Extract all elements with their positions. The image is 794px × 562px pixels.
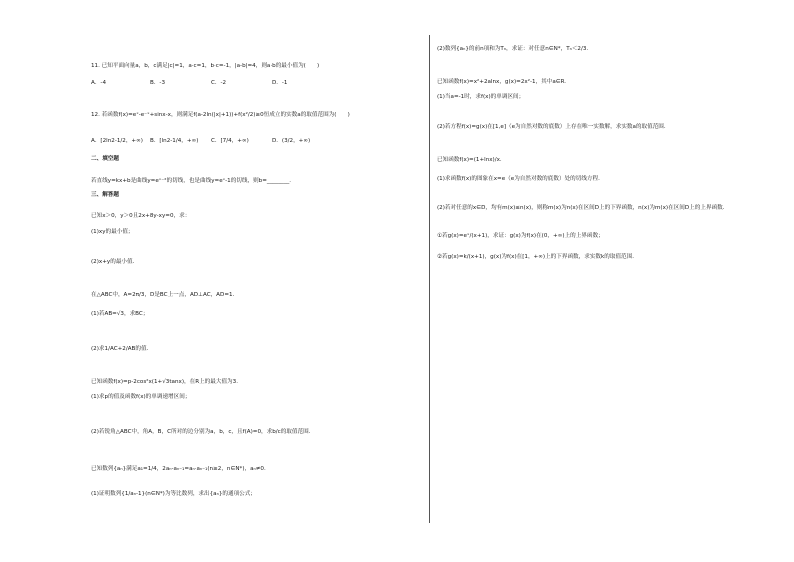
problem-4-part-1: (1)证明数列{1/aₙ-1}(n∈N*)为等比数列，求出{aₙ}的通项公式； xyxy=(91,491,256,497)
problem-1-stem: 已知x＞0，y＞0且2x+8y-xy=0，求： xyxy=(91,213,191,219)
question-11-option-d: D．-1 xyxy=(272,80,288,86)
problem-2-part-2: (2)求1/AC+2/AB的值． xyxy=(91,346,153,352)
question-11-option-b: B．-3 xyxy=(150,80,166,86)
fill-in-question-1: 若直线y=kx+b是曲线y=eˣ⁻²的切线，也是曲线y=eˣ-1的切线，则b=________. xyxy=(91,178,292,184)
problem-5-part-1: (1)当a=-1时，求f(x)的单调区间； xyxy=(437,94,525,100)
section-solve-heading: 三、解答题 xyxy=(91,192,119,198)
problem-6-stem: 已知函数f(x)=(1+lnx)/x. xyxy=(437,157,502,163)
question-12-option-c: C．[7/4，+∞) xyxy=(211,138,249,144)
question-11-stem: 11. 已知平面向量a，b，c满足|c|=1，a·c=1，b·c=-1，|a-b|=4，则a·b的最小值为( ) xyxy=(91,63,320,69)
section-fill-in-heading: 二、填空题 xyxy=(91,156,119,162)
problem-1-part-2: (2)x+y的最小值． xyxy=(91,259,139,265)
question-11-option-c: C．-2 xyxy=(211,80,227,86)
problem-6-part-1: (1)求函数f(x)的图象在x=e（e为自然对数的底数）处的切线方程． xyxy=(437,176,604,182)
problem-4-part-2: (2)数列{aₙ}的前n项和为Tₙ，求证：对任意n∈N*，Tₙ＜2/3. xyxy=(437,46,589,52)
problem-6-subpart-2: ②若g(x)=k/(x+1)，g(x)为f(x)在[1，+∞)上的下界函数，求实数k的取值范围． xyxy=(437,254,638,260)
question-12-option-b: B．[ln2-1/4，+∞) xyxy=(150,138,199,144)
question-12-option-d: D．(3/2，+∞) xyxy=(272,138,311,144)
question-11-option-a: A．-4 xyxy=(91,80,106,86)
problem-4-stem: 已知数列{aₙ}满足a₁=1/4，2aₙ-aₙ₋₁=aₙ·aₙ₋₁(n≥2，n∈N*)，aₙ≠0. xyxy=(91,466,266,472)
problem-3-stem: 已知函数f(x)=p-2cos²x(1+√3tanx)，在R上的最大值为3. xyxy=(91,379,238,385)
column-divider xyxy=(429,35,430,523)
problem-6-part-2: (2)若对任意的x∈D，均有m(x)≤n(x)，则称m(x)为n(x)在区间D上的下界函数，n(x)为m(x)在区间D上的上界函数． xyxy=(437,205,729,211)
problem-3-part-1: (1)求p的值及函数f(x)的单调递增区间； xyxy=(91,394,191,400)
question-12-stem: 12. 若函数f(x)=eˣ-e⁻ˣ+sinx-x，则满足f(a-2ln(|x|+1))+f(x²/2)≥0恒成立的实数a的取值范围为( ) xyxy=(91,112,350,118)
problem-1-part-1: (1)xy的最小值； xyxy=(91,229,134,235)
problem-5-stem: 已知函数f(x)=x²+2alnx，g(x)=2x²-1，其中a∈R. xyxy=(437,79,567,85)
problem-2-stem: 在△ABC中，A=2π/3，D是BC上一点，AD⊥AC，AD=1． xyxy=(91,292,239,298)
question-12-option-a: A．[2ln2-1/2，+∞) xyxy=(91,138,143,144)
problem-3-part-2: (2)若锐角△ABC中，角A，B，C所对的边分别为a，b，c，且f(A)=0，求b/c的取值范围． xyxy=(91,429,315,435)
problem-2-part-1: (1)若AB=√3，求BC； xyxy=(91,311,149,317)
problem-5-part-2: (2)若方程f(x)=g(x)在[1,e]（e为自然对数的底数）上存在唯一实数解，求实数a的取值范围． xyxy=(437,124,670,130)
problem-6-subpart-1: ①若g(x)=eˣ/(x+1)，求证：g(x)为f(x)在(0，+∞)上的上界函数； xyxy=(437,233,604,239)
